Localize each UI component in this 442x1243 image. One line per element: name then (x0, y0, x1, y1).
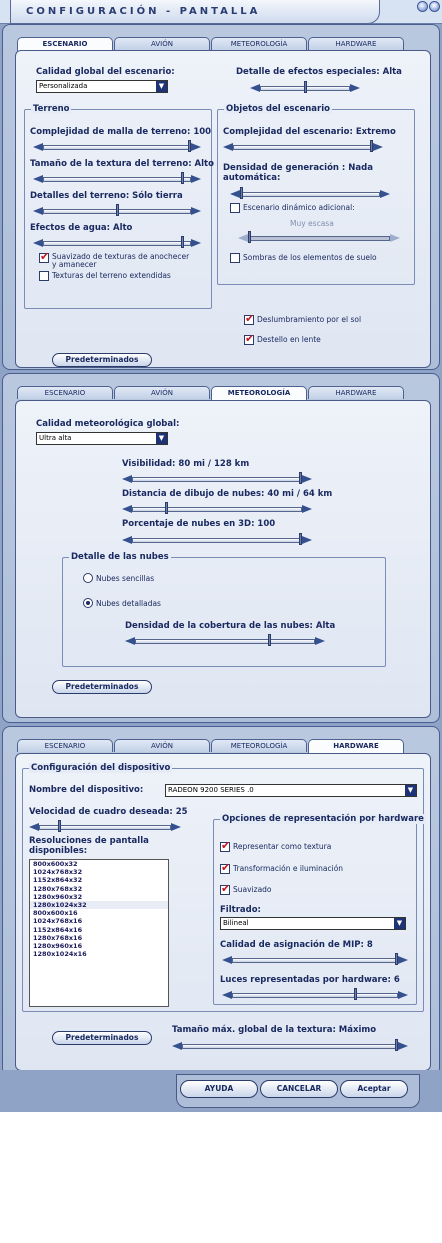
slider-thumb[interactable] (304, 81, 307, 93)
complejidad-slider[interactable] (223, 139, 383, 151)
tab-hardware[interactable]: HARDWARE (308, 37, 404, 50)
arrow-left-icon[interactable] (250, 84, 260, 92)
slider-track[interactable] (240, 192, 380, 197)
suavizado-label-2: y amanecer (52, 260, 97, 269)
arrow-right-icon[interactable] (398, 956, 408, 964)
arrow-right-icon[interactable] (171, 823, 181, 831)
arrow-left-icon[interactable] (223, 143, 233, 151)
resolution-item[interactable]: 1280x960x32 (33, 892, 83, 901)
slider-track[interactable] (43, 241, 191, 246)
config-dispositivo-group (22, 763, 424, 1012)
arrow-left-icon[interactable] (29, 823, 39, 831)
resolution-item[interactable]: 1280x768x16 (33, 933, 83, 942)
resolution-item[interactable]: 1280x1024x16 (33, 950, 87, 959)
resoluciones-label-1: Resoluciones de pantalla (29, 836, 149, 846)
nubes-sencillas-label: Nubes sencillas (96, 574, 155, 583)
slider-track[interactable] (233, 145, 373, 150)
slider-thumb[interactable] (181, 172, 184, 184)
minimize-icon[interactable]: – (417, 1, 428, 12)
arrow-right-icon[interactable] (398, 991, 408, 999)
densidad-nubes-slider[interactable] (125, 633, 325, 645)
suavizado-hw-label: Suavizado (233, 885, 272, 894)
escenario-content (15, 50, 431, 368)
resolution-item[interactable]: 1024x768x16 (33, 917, 83, 926)
arrow-left-icon[interactable] (122, 536, 132, 544)
nombre-dispositivo-label: Nombre del dispositivo: (29, 785, 144, 795)
arrow-left-icon[interactable] (33, 143, 43, 151)
predeterminados-button[interactable]: Predeterminados (52, 680, 152, 694)
dinamico-slider[interactable] (238, 230, 400, 242)
resolution-item[interactable]: 1152x864x32 (33, 876, 83, 885)
tab-escenario[interactable]: ESCENARIO (17, 37, 113, 51)
suavizado-checkbox[interactable] (39, 253, 49, 263)
panel-hardware (2, 726, 440, 1076)
textura-label: Representar como textura (233, 842, 332, 851)
opciones-hw-title: Opciones de representación por hardware (222, 814, 424, 824)
sombras-label: Sombras de los elementos de suelo (243, 253, 377, 262)
densidad-slider[interactable] (230, 186, 390, 198)
visibilidad-label: Visibilidad: 80 mi / 128 km (122, 459, 250, 469)
panel-escenario (2, 24, 440, 370)
detalle-nubes-group (62, 552, 386, 667)
slider-track[interactable] (248, 236, 390, 241)
mip-label: Calidad de asignación de MIP: 8 (220, 940, 373, 950)
chevron-down-icon: ▼ (156, 433, 167, 444)
complejidad-label: Complejidad del escenario: Extremo (223, 127, 396, 137)
densidad-label-2: automática: (223, 173, 281, 183)
filtrado-label: Filtrado: (220, 905, 261, 915)
nombre-dispositivo-select[interactable] (165, 784, 417, 797)
arrow-right-icon[interactable] (302, 475, 312, 483)
densidad-nubes-label: Densidad de la cobertura de las nubes: Alta (125, 621, 336, 631)
arrow-left-icon[interactable] (125, 637, 135, 645)
hardware-content (15, 753, 431, 1071)
transformacion-label: Transformación e iluminación (233, 864, 344, 873)
ayuda-button[interactable]: AYUDA (180, 1080, 258, 1098)
destello-checkbox[interactable] (244, 335, 254, 345)
chevron-down-icon: ▼ (405, 785, 416, 796)
resoluciones-label-2: disponibles: (29, 846, 88, 856)
slider-track[interactable] (43, 145, 191, 150)
arrow-right-icon[interactable] (390, 234, 400, 242)
predeterminados-button[interactable]: Predeterminados (52, 353, 152, 367)
resolution-item[interactable]: 800x600x32 (33, 860, 78, 868)
deslumbramiento-checkbox[interactable] (244, 315, 254, 325)
tab-escenario[interactable]: ESCENARIO (17, 739, 113, 752)
arrow-right-icon[interactable] (350, 84, 360, 92)
slider-track[interactable] (232, 993, 398, 998)
malla-slider[interactable] (33, 139, 201, 151)
porcentaje-slider[interactable] (122, 532, 312, 544)
calidad-escenario-label: Calidad global del escenario: (36, 67, 175, 77)
malla-label: Complejidad de malla de terreno: 100 (30, 127, 212, 137)
detalles-slider[interactable] (33, 203, 201, 215)
slider-track[interactable] (43, 177, 191, 182)
slider-thumb[interactable] (165, 502, 168, 514)
arrow-left-icon[interactable] (122, 505, 132, 513)
arrow-right-icon[interactable] (191, 175, 201, 183)
textura-checkbox[interactable] (220, 842, 230, 852)
distancia-slider[interactable] (122, 501, 312, 513)
densidad-label-1: Densidad de generación : Nada (223, 163, 373, 173)
meteo-content (15, 400, 431, 718)
detalles-label: Detalles del terreno: Sólo tierra (30, 191, 183, 201)
arrow-left-icon[interactable] (172, 1042, 182, 1050)
slider-thumb[interactable] (268, 634, 271, 646)
arrow-left-icon[interactable] (33, 175, 43, 183)
porcentaje-label: Porcentaje de nubes en 3D: 100 (122, 519, 276, 529)
slider-thumb[interactable] (181, 236, 184, 248)
slider-track[interactable] (182, 1044, 398, 1049)
chevron-down-icon: ▼ (156, 81, 167, 92)
predeterminados-button[interactable]: Predeterminados (52, 1031, 152, 1045)
arrow-right-icon[interactable] (373, 143, 383, 151)
textura-slider[interactable] (33, 171, 201, 183)
tab-avion[interactable]: AVIÓN (114, 37, 210, 50)
slider-track[interactable] (132, 477, 302, 482)
agua-slider[interactable] (33, 235, 201, 247)
tab-meteorologia[interactable]: METEOROLOGÍA (211, 386, 307, 400)
arrow-left-icon[interactable] (238, 234, 248, 242)
slider-thumb[interactable] (354, 988, 357, 1000)
tab-escenario[interactable]: ESCENARIO (17, 386, 113, 399)
nombre-dispositivo-value: RADEON 9200 SERIES .0 (168, 786, 254, 794)
tab-hardware[interactable]: HARDWARE (308, 386, 404, 399)
resolution-item[interactable]: 1280x1024x32 (30, 901, 168, 909)
efectos-slider[interactable] (250, 80, 360, 92)
arrow-right-icon[interactable] (398, 1042, 408, 1050)
resoluciones-list[interactable] (29, 859, 169, 1007)
tab-avion[interactable]: AVIÓN (114, 386, 210, 399)
terreno-group (24, 104, 214, 309)
distancia-label: Distancia de dibujo de nubes: 40 mi / 64 km (122, 489, 333, 499)
objetos-title: Objetos del escenario (226, 104, 330, 114)
muy-escasa-label: Muy escasa (290, 219, 334, 228)
arrow-right-icon[interactable] (380, 190, 390, 198)
filtrado-value: Bilineal (223, 919, 249, 927)
tab-hardware[interactable]: HARDWARE (308, 739, 404, 753)
arrow-right-icon[interactable] (191, 239, 201, 247)
slider-track[interactable] (132, 507, 302, 512)
nubes-sencillas-radio[interactable] (83, 573, 93, 583)
objetos-group (217, 104, 415, 285)
tab-avion[interactable]: AVIÓN (114, 739, 210, 752)
calidad-meteo-label: Calidad meteorológica global: (36, 419, 180, 429)
resolution-item[interactable]: 1024x768x32 (33, 868, 83, 877)
arrow-right-icon[interactable] (191, 207, 201, 215)
suavizado-label-1: Suavizado de texturas de anochecer (52, 252, 190, 261)
arrow-left-icon[interactable] (122, 475, 132, 483)
arrow-left-icon[interactable] (222, 956, 232, 964)
visibilidad-slider[interactable] (122, 471, 312, 483)
resolution-item[interactable]: 1152x864x16 (33, 925, 83, 934)
calidad-escenario-value: Personalizada (39, 82, 88, 90)
aceptar-button[interactable]: Aceptar (340, 1080, 408, 1098)
slider-thumb[interactable] (248, 231, 251, 243)
dinamico-checkbox[interactable] (230, 203, 240, 213)
tamano-textura-label: Tamaño máx. global de la textura: Máximo (172, 1025, 377, 1035)
arrow-right-icon[interactable] (302, 536, 312, 544)
detalle-nubes-title: Detalle de las nubes (71, 552, 169, 562)
terreno-title: Terreno (33, 104, 70, 114)
textura-label: Tamaño de la textura del terreno: Alto (30, 159, 214, 169)
resoluciones-items (30, 860, 168, 958)
slider-thumb[interactable] (240, 187, 243, 199)
tab-meteorologia[interactable]: METEOROLOGÍA (211, 37, 307, 50)
nubes-detalladas-radio[interactable] (83, 598, 93, 608)
arrow-left-icon[interactable] (230, 190, 240, 198)
panel-meteorologia (2, 373, 440, 723)
slider-thumb[interactable] (116, 204, 119, 216)
slider-track[interactable] (132, 538, 302, 543)
sombras-checkbox[interactable] (230, 253, 240, 263)
slider-track[interactable] (135, 639, 315, 644)
nubes-detalladas-label: Nubes detalladas (96, 599, 161, 608)
texturas-ext-label: Texturas del terreno extendidas (52, 271, 171, 280)
luces-slider[interactable] (222, 987, 408, 999)
slider-thumb[interactable] (58, 820, 61, 832)
resolution-item[interactable]: 1280x960x16 (33, 941, 83, 950)
velocidad-slider[interactable] (29, 819, 181, 831)
config-dispositivo-title: Configuración del dispositivo (31, 763, 171, 773)
title-bar (0, 0, 442, 24)
deslumbramiento-label: Deslumbramiento por el sol (257, 315, 362, 324)
tamano-textura-slider[interactable] (172, 1038, 408, 1050)
agua-label: Efectos de agua: Alto (30, 223, 133, 233)
filtrado-select[interactable] (220, 917, 406, 930)
calidad-meteo-value: Ultra alta (39, 434, 72, 442)
transformacion-checkbox[interactable] (220, 864, 230, 874)
chevron-down-icon: ▼ (394, 918, 405, 929)
resolution-item[interactable]: 800x600x16 (33, 909, 78, 918)
window-title: CONFIGURACIÓN - PANTALLA (26, 6, 261, 17)
arrow-left-icon[interactable] (33, 207, 43, 215)
arrow-left-icon[interactable] (222, 991, 232, 999)
efectos-label: Detalle de efectos especiales: Alta (236, 67, 402, 77)
tab-meteorologia[interactable]: METEOROLOGÍA (211, 739, 307, 752)
calidad-meteo-select[interactable] (36, 432, 168, 445)
resolution-item[interactable]: 1280x768x32 (33, 884, 83, 893)
cancelar-button[interactable]: CANCELAR (260, 1080, 338, 1098)
arrow-right-icon[interactable] (302, 505, 312, 513)
destello-label: Destello en lente (257, 335, 321, 344)
mip-slider[interactable] (222, 952, 408, 964)
calidad-escenario-select[interactable] (36, 80, 168, 93)
velocidad-label: Velocidad de cuadro deseada: 25 (29, 807, 188, 817)
texturas-ext-checkbox[interactable] (39, 271, 49, 281)
close-icon[interactable]: × (429, 1, 440, 12)
slider-track[interactable] (232, 958, 398, 963)
arrow-left-icon[interactable] (33, 239, 43, 247)
arrow-right-icon[interactable] (315, 637, 325, 645)
luces-label: Luces representadas por hardware: 6 (220, 975, 400, 985)
dinamico-label: Escenario dinámico adicional: (243, 203, 355, 212)
arrow-right-icon[interactable] (191, 143, 201, 151)
suavizado-hw-checkbox[interactable] (220, 885, 230, 895)
opciones-hw-group (213, 814, 424, 1005)
